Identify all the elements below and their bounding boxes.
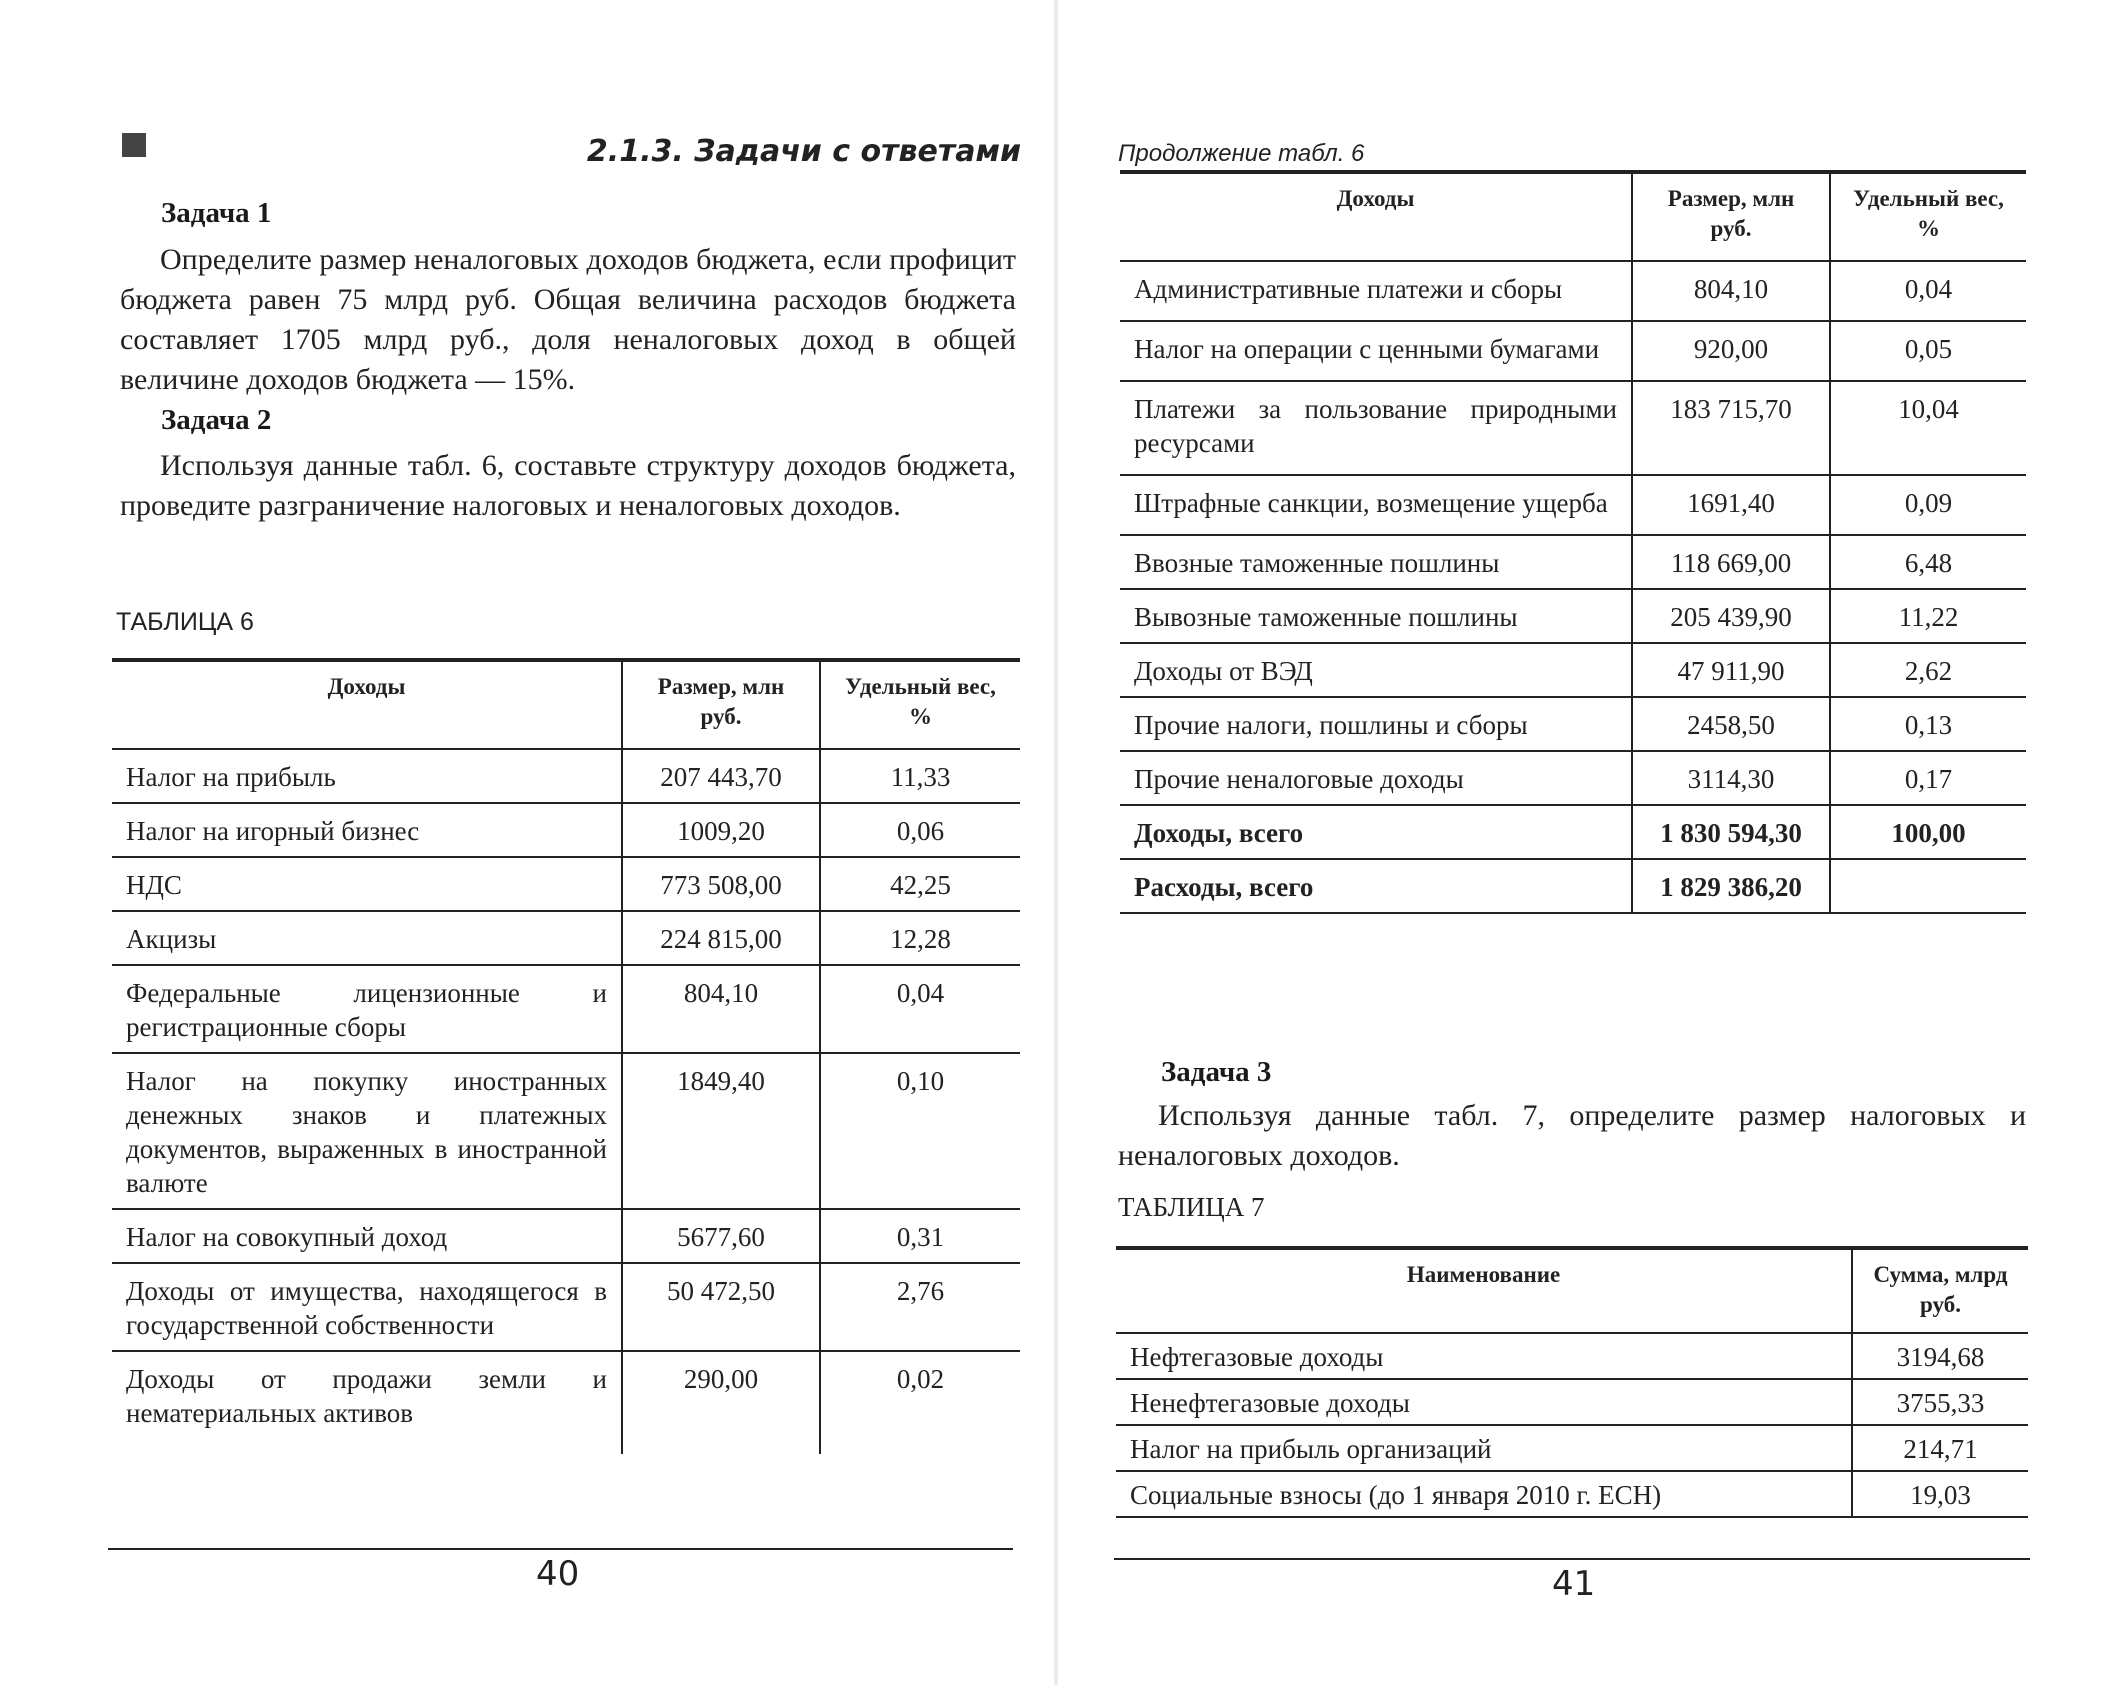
col-header-name: Наименование	[1116, 1248, 1852, 1333]
task1-text: Определите размер неналоговых доходов бюджета, если профицит бюджета равен 75 млрд руб. Общая величина расходов бюджета составляет 1705 млрд руб., доля неналоговых доход в общей величине доходов бюджета — 15%.	[120, 243, 1016, 396]
row-amount: 1009,20	[622, 803, 820, 857]
row-share: 11,33	[820, 749, 1020, 803]
row-label: Прочие неналоговые доходы	[1120, 751, 1632, 805]
col-header-share: Удельный вес, %	[820, 660, 1020, 749]
row-sum: 3755,33	[1852, 1379, 2028, 1425]
row-label: Нефтегазовые доходы	[1116, 1333, 1852, 1379]
row-label: Социальные взносы (до 1 января 2010 г. ЕСН)	[1116, 1471, 1852, 1517]
row-amount: 5677,60	[622, 1209, 820, 1263]
section-marker-square	[122, 133, 146, 157]
row-label: Налог на игорный бизнес	[112, 803, 622, 857]
row-share: 2,62	[1830, 643, 2026, 697]
total-expense-row	[1120, 859, 2026, 913]
table-continuation-title: Продолжение табл. 6	[1118, 140, 1365, 167]
row-label: Доходы от ВЭД	[1120, 643, 1632, 697]
total-expense-label: Расходы, всего	[1120, 859, 1632, 913]
table-row	[112, 1351, 1020, 1454]
row-label: Налог на операции с ценными бумагами	[1120, 321, 1632, 381]
table-row	[1120, 697, 2026, 751]
table6-caption: ТАБЛИЦА 6	[116, 608, 254, 636]
row-label: Акцизы	[112, 911, 622, 965]
table-row	[112, 911, 1020, 965]
row-label: Налог на прибыль	[112, 749, 622, 803]
row-label: Административные платежи и сборы	[1120, 261, 1632, 321]
table-6	[112, 658, 1020, 1454]
total-income-label: Доходы, всего	[1120, 805, 1632, 859]
total-expense-share	[1830, 859, 2026, 913]
right-page	[1056, 0, 2112, 1685]
row-label: Налог на прибыль организаций	[1116, 1425, 1852, 1471]
task2-heading: Задача 2	[161, 404, 272, 436]
row-label: Штрафные санкции, возмещение ущерба	[1120, 475, 1632, 535]
row-share: 0,02	[820, 1351, 1020, 1454]
col-header-sum: Сумма, млрд руб.	[1852, 1248, 2028, 1333]
table-row	[112, 965, 1020, 1053]
page-number: 41	[1552, 1564, 1596, 1604]
row-amount: 773 508,00	[622, 857, 820, 911]
row-share: 0,05	[1830, 321, 2026, 381]
table-header-row	[1116, 1248, 2028, 1333]
row-label: Налог на покупку иностранных денежных знаков и платежных документов, выраженных в иностранной валюте	[112, 1053, 622, 1209]
footer-rule	[108, 1548, 1013, 1550]
col-header-income: Доходы	[1120, 172, 1632, 261]
col-header-income: Доходы	[112, 660, 622, 749]
footer-rule	[1114, 1558, 2030, 1560]
row-amount: 1849,40	[622, 1053, 820, 1209]
table-row	[1120, 381, 2026, 475]
table-row	[1116, 1379, 2028, 1425]
row-label: Прочие налоги, пошлины и сборы	[1120, 697, 1632, 751]
table-row	[1116, 1471, 2028, 1517]
row-share: 11,22	[1830, 589, 2026, 643]
total-income-share: 100,00	[1830, 805, 2026, 859]
table-6-continued	[1120, 170, 2026, 914]
row-share: 0,10	[820, 1053, 1020, 1209]
row-share: 6,48	[1830, 535, 2026, 589]
row-label: Доходы от имущества, находящегося в государственной собственности	[112, 1263, 622, 1351]
row-share: 10,04	[1830, 381, 2026, 475]
col-header-amount: Размер, млн руб.	[622, 660, 820, 749]
row-share: 0,04	[1830, 261, 2026, 321]
row-amount: 224 815,00	[622, 911, 820, 965]
row-amount: 118 669,00	[1632, 535, 1830, 589]
table-row	[1120, 643, 2026, 697]
section-title: 2.1.3. Задачи с ответами	[586, 134, 1021, 169]
table7-caption: ТАБЛИЦА 7	[1118, 1192, 1265, 1222]
col-header-share: Удельный вес, %	[1830, 172, 2026, 261]
row-label: Налог на совокупный доход	[112, 1209, 622, 1263]
row-amount: 47 911,90	[1632, 643, 1830, 697]
row-label: НДС	[112, 857, 622, 911]
table-row	[112, 1263, 1020, 1351]
row-label: Платежи за пользование природными ресурсами	[1120, 381, 1632, 475]
row-amount: 183 715,70	[1632, 381, 1830, 475]
table-row	[1120, 535, 2026, 589]
table-row	[1116, 1425, 2028, 1471]
col-header-amount: Размер, млн руб.	[1632, 172, 1830, 261]
row-label: Вывозные таможенные пошлины	[1120, 589, 1632, 643]
row-share: 2,76	[820, 1263, 1020, 1351]
table-row	[1120, 321, 2026, 381]
row-share: 0,13	[1830, 697, 2026, 751]
row-share: 0,17	[1830, 751, 2026, 805]
row-share: 0,04	[820, 965, 1020, 1053]
task3-heading: Задача 3	[1161, 1056, 1272, 1088]
row-share: 0,09	[1830, 475, 2026, 535]
row-sum: 214,71	[1852, 1425, 2028, 1471]
table-row	[112, 749, 1020, 803]
row-amount: 50 472,50	[622, 1263, 820, 1351]
table-row	[1116, 1333, 2028, 1379]
task2-text: Используя данные табл. 6, составьте структуру доходов бюджета, проведите разграничение налоговых и неналоговых доходов.	[120, 449, 1016, 522]
row-amount: 804,10	[1632, 261, 1830, 321]
row-amount: 290,00	[622, 1351, 820, 1454]
table-row	[1120, 475, 2026, 535]
row-label: Федеральные лицензионные и регистрационные сборы	[112, 965, 622, 1053]
task3-text: Используя данные табл. 7, определите размер налоговых и неналоговых доходов.	[1118, 1099, 2026, 1172]
row-label: Доходы от продажи земли и нематериальных активов	[126, 1364, 607, 1428]
table-header-row	[1120, 172, 2026, 261]
row-share: 42,25	[820, 857, 1020, 911]
row-amount: 205 439,90	[1632, 589, 1830, 643]
row-sum: 19,03	[1852, 1471, 2028, 1517]
row-label: Ненефтегазовые доходы	[1116, 1379, 1852, 1425]
table-row	[112, 803, 1020, 857]
row-share: 0,06	[820, 803, 1020, 857]
table-row	[112, 1209, 1020, 1263]
table-row	[1120, 261, 2026, 321]
row-amount: 1691,40	[1632, 475, 1830, 535]
row-share: 12,28	[820, 911, 1020, 965]
table-row	[112, 857, 1020, 911]
table-row	[112, 1053, 1020, 1209]
row-label: Ввозные таможенные пошлины	[1120, 535, 1632, 589]
task1-heading: Задача 1	[161, 197, 272, 229]
page-number: 40	[536, 1554, 580, 1594]
row-amount: 2458,50	[1632, 697, 1830, 751]
row-amount: 3114,30	[1632, 751, 1830, 805]
row-amount: 207 443,70	[622, 749, 820, 803]
row-share: 0,31	[820, 1209, 1020, 1263]
table-row	[1120, 589, 2026, 643]
table-header-row	[112, 660, 1020, 749]
table-7	[1116, 1246, 2028, 1518]
row-amount: 920,00	[1632, 321, 1830, 381]
table-row	[1120, 751, 2026, 805]
total-income-amount: 1 830 594,30	[1632, 805, 1830, 859]
row-sum: 3194,68	[1852, 1333, 2028, 1379]
total-expense-amount: 1 829 386,20	[1632, 859, 1830, 913]
total-income-row	[1120, 805, 2026, 859]
row-amount: 804,10	[622, 965, 820, 1053]
